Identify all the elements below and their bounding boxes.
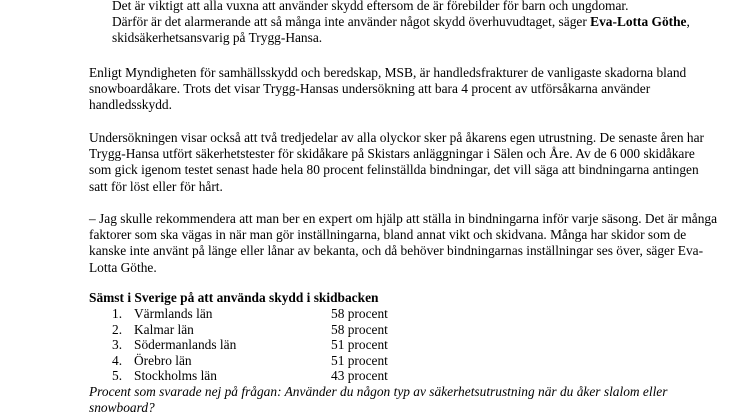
list-item-value: 58 procent	[331, 306, 388, 321]
list-item-value: 43 procent	[331, 368, 388, 384]
list-item-value: 58 procent	[331, 321, 388, 337]
quote-line-2-pre: Därför är det alarmerande att så många inte använder något skydd överhuvudtaget, säger	[112, 14, 591, 30]
ranking-list	[112, 306, 388, 384]
quote-line-1: Det är viktigt att alla vuxna att använder skydd eftersom de är förebilder för barn och ungdomar.	[112, 0, 629, 13]
list-item	[112, 353, 388, 369]
list-item	[112, 306, 388, 322]
list-item-value: 51 procent	[331, 352, 388, 368]
list-item-name: Stockholms län	[134, 368, 217, 384]
list-item-name: Värmlands län	[134, 306, 213, 321]
ranking-heading: Sämst i Sverige på att använda skydd i skidbacken	[89, 290, 379, 305]
list-item-number: 5.	[112, 368, 123, 384]
paragraph-msb: Enligt Myndigheten för samhällsskydd och beredskap, MSB, är handledsfrakturer de vanligaste skadorna bland snowboardåkare. Trots det visar Trygg-Hansas undersökning att bara 4 procent av utförsåkarna använder handledsskydd.	[89, 65, 687, 113]
paragraph-survey: Undersökningen visar också att två tredjedelar av alla olyckor sker på åkarens egen utrustning. De senaste åren har Trygg-Hansa utfört säkerhetstester för skidåkare på Skistars anläggningar i Sälen och Åre. Av de 6 000 skidåkare som gick igenom testet senast hade hela 80 procent felinställda bindningar, det vill säga att bindningarna antingen satt för löst eller för hårt.	[89, 130, 704, 194]
list-item-name: Örebro län	[134, 352, 192, 368]
paragraph-recommendation: – Jag skulle rekommendera att man ber en expert om hjälp att ställa in bindningarna inför varje säsong. Det är många faktorer som ska vägas in när man gör inställningarna, bland annat vikt och skidvana. Många har skidor som de kanske inte använt på länge eller lånar av bekanta, och då behöver bindningarnas inställningar ses över, säger Eva-Lotta Göthe.	[89, 211, 718, 275]
list-item	[112, 368, 388, 384]
quote-line-2-post: , skidsäkerhetsansvarig på Trygg-Hansa.	[112, 14, 690, 46]
quote-speaker: Eva-Lotta Göthe	[590, 14, 687, 30]
list-item	[112, 337, 388, 353]
list-item-number: 4.	[112, 352, 123, 368]
quote-paragraph	[112, 0, 712, 47]
list-item-name: Kalmar län	[134, 321, 194, 337]
list-item-number: 2.	[112, 321, 123, 337]
list-item	[112, 322, 388, 338]
list-item-number: 3.	[112, 337, 123, 353]
list-item-value: 51 procent	[331, 337, 388, 353]
list-item-name: Södermanlands län	[134, 337, 237, 353]
footnote: Procent som svarade nej på frågan: Använder du någon typ av säkerhetsutrustning när du åker slalom eller snowboard?	[89, 384, 668, 416]
list-item-number: 1.	[112, 306, 123, 321]
